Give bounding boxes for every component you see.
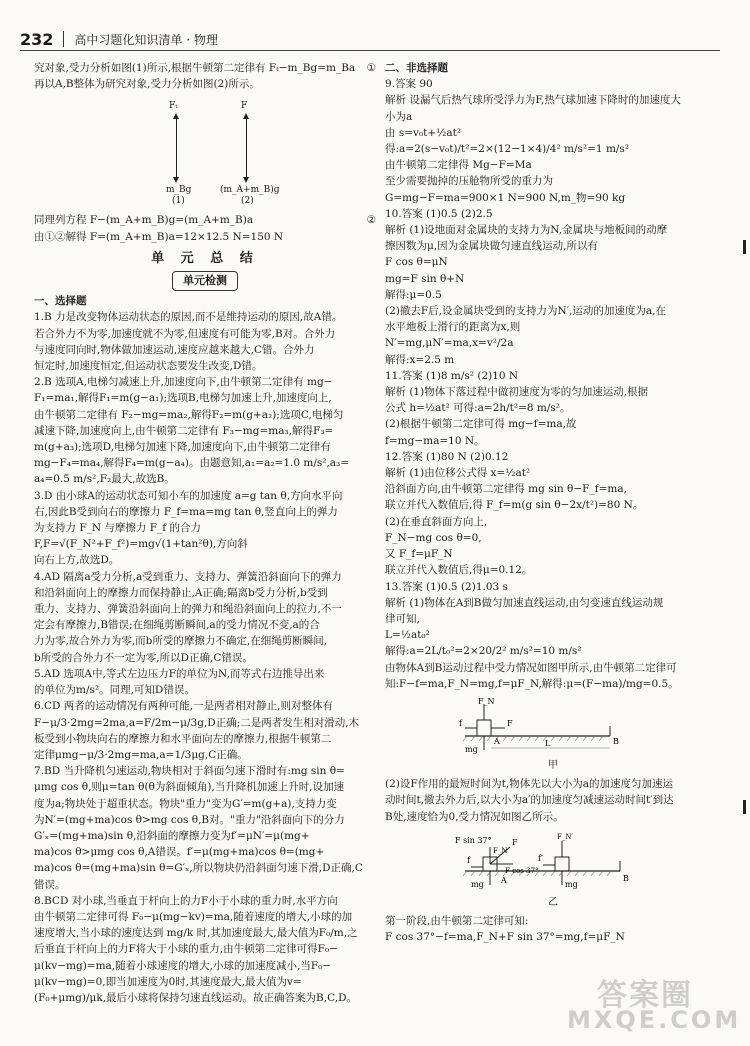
answer-q8: 8.BCD 对小球,当垂直于杆向上的力F小于小球的重力时,水平方向 由牛顿第二定律可得 F₀−μ(mg−kv)=ma,随着速度的增大,小球的加 速度增大,当小球的速度达到 mg/k 时,其加速度最大,最大值为F₀/m,之 后垂直于杆向上的力F将大于小球的重力,由牛顿第二定律可得F₀− μ(kv−mg)=ma,随着小球速度的增大,小球的加速度减小,当F₀− μ(kv−mg)=0,即当加速度为0时,其速度最大,最大值为v= (F₀+μmg)/μk,最后小球将保持匀速直线运动。故正确答案为B,C,D。 — [34, 894, 358, 1004]
part2-heading: 二、非选择题 — [385, 62, 448, 74]
answer-q4: 4.AD 隔离a受力分析,a受到重力、支持力、弹簧沿斜面向下的弹力 和沿斜面向上的摩擦力而保持静止,A正确;隔离b受力分析,b受到 重力、支持力、弹簧沿斜面向上的弹力和绳沿斜面向上的拉力,不一 定会有摩擦力,B错误;在细绳剪断瞬间,a的受力情况不变,a的合 力为零,故合外力为零,而b所受的摩擦力不确定,在细绳剪断瞬间, b所受的合外力不一定为零,所以D正确,C错误。 — [34, 570, 342, 664]
caption-yi: 乙 — [548, 896, 558, 908]
answer-q6: 6.CD 两者的运动情况有两种可能,一是两者相对静止,则对整体有 F−μ/3·2mg=2ma,a=F/2m−μ/3g,D正确;二是两者发生相对滑动,木 板受到小物块向右的摩擦力和水平面向左的摩擦力,根据牛顿第二 定律μmg−μ/3·2mg=ma,a=1/3μg,C正确。 — [34, 700, 360, 761]
fsin-label: F sin 37° — [455, 835, 492, 845]
answer-q12: 12.答案 (1)80 N (2)0.12 解析 (1)由位移公式得 x=½at² 沿斜面方向,由牛顿第二定律得 mg sin θ−F_f=ma, 联立并代入数值后,得 F_f=m(g sin θ−2x/t²)=80 N。 (2)在垂直斜面方向上, F_N−mg cos θ=0, 又 F_f=μF_N 联立并代入数值后,得μ=0.12。 — [385, 450, 644, 577]
ground-surface-yi — [463, 871, 620, 876]
weight-arrow-total — [246, 156, 247, 178]
answer-q2: 2.B 选项A,电梯匀减速上升,加速度向下,由牛顿第二定律有 mg− F₁=ma₁,解得F₁=m(g−a₁);选项B,电梯匀加速上升,加速度向上, 由牛顿第二定律有 F₂−mg=ma₂,解得F₂=m(g+a₂);选项C,电梯匀 减速下降,加速度向上,由牛顿第二定律有 F₃−mg=ma₃,解得F₃= m(g+a₃);选项D,电梯匀加速下降,加速度向下,由牛顿第二定律有 mg−F₄=ma₄,解得F₄=m(g−a₄)。由题意知,a₁=a₂=1.0 m/s²,a₃= a₄=0.5 m/s²,F₂最大,故选B。 — [34, 376, 350, 486]
block-a — [477, 720, 491, 736]
total-weight-label: (m_A+m_B)g — [220, 185, 280, 196]
unit-test-badge: 单元检测 — [172, 271, 238, 291]
answer-q7: 7.BD 当升降机匀速运动,物块相对于斜面匀速下滑时有:mg sin θ= μmg cos θ,则μ=tan θ(θ为斜面倾角),当升降机加速上升时,设加速 度为a;物块处于超重状态。物块"重力"变为G′=m(g+a),支持力变 为N′=(mg+ma)cos θ>mg cos θ,B对。"重力"沿斜面向下的分力 G′ₓ=(mg+ma)sin θ,沿斜面的摩擦力变为f′=μN′=μ(mg+ ma)cos θ>μmg cos θ,A错误。f′=μ(mg+ma)cos θ=(mg+ ma)cos θ=(mg+ma)sin θ=G′ₓ,所以物块仍沿斜面匀速下滑,D正确,C 错误。 — [34, 765, 363, 891]
point-a-label-yi: A — [501, 875, 507, 885]
mg2-label-yi: mg — [565, 879, 578, 889]
point-a-label: A — [494, 736, 500, 746]
fcos-label: F cos 37° — [505, 866, 539, 875]
page-header — [20, 28, 720, 51]
answer-q5: 5.AD 选项A中,等式左边压力F的单位为N,而等式右边推导出来 的单位为m/s²。同理,可知D错误。 — [34, 667, 325, 697]
figure-yi — [385, 829, 721, 911]
watermark-bottom: MXQE.COM — [567, 1006, 742, 1034]
equation-mark-2: ② — [366, 214, 376, 227]
ground-surface — [463, 736, 610, 741]
intro-line-2: 再以A,B整体为研究对象,受力分析如图(2)所示。 — [34, 78, 260, 91]
point-b-label-yi: B — [623, 873, 629, 883]
figure-yi-svg — [385, 829, 721, 895]
fn-label: F_N — [478, 696, 495, 706]
force-diagram-1 — [34, 96, 376, 206]
right-column — [385, 60, 721, 945]
weight-arrow-b — [176, 156, 177, 178]
fn2-label: F_N′ — [557, 832, 574, 841]
equation-mark-1: ① — [366, 62, 376, 74]
block-phase2 — [555, 857, 569, 871]
force-arrow — [246, 118, 247, 156]
answer-q1: 1.B 力是改变物体运动状态的原因,而不是维持运动的原因,故A错。 若合外力不为零,加速度就不为零,但速度有可能为零,B对。合外力 与速度同向时,物体做加速运动,速度应越来越大,C错。合外力 恒定时,加速度恒定,但运动状态要发生改变,D错。 — [34, 311, 343, 373]
figure-jia-svg — [385, 696, 721, 758]
mg-label-yi: mg — [471, 879, 484, 889]
watermark-top: 答案圈 — [597, 978, 693, 1013]
length-label: L — [545, 738, 551, 748]
page-number: 232 — [20, 29, 54, 49]
left-column — [34, 60, 376, 1006]
watermark — [567, 970, 742, 1040]
header-divider — [63, 31, 64, 47]
page-edge-mark-2 — [743, 800, 746, 814]
part1-heading: 一、选择题 — [34, 295, 87, 308]
f-label-yi: F — [512, 837, 518, 847]
answer-q13-part3: 第一阶段,由牛顿第二定律可知: F cos 37°−f=ma,F_N+F sin 37°=mg,f=μF_N — [385, 914, 625, 944]
point-b-label: B — [613, 736, 619, 746]
fn-label-yi: F_N — [493, 846, 508, 855]
f-label: F — [241, 101, 248, 112]
result-line: 由①②解得 F=(m_A+m_B)a=12×12.5 N=150 N — [34, 230, 284, 243]
friction2-label-yi: f′ — [538, 853, 543, 863]
answer-q11: 11.答案 (1)8 m/s² (2)10 N 解析 (1)物体下落过程中做初速度为零的匀加速运动,根据 公式 h=½at² 可得:a=2h/t²=8 m/s²。 (2)根据牛顿第二定律可得 mg−f=ma,故 f=mg−ma=10 N。 — [385, 369, 649, 447]
answer-q13: 13.答案 (1)0.5 (2)1.03 s 解析 (1)物体在A到B做匀加速直线运动,由匀变速直线运动规 律可知, L=½at₀² 解得:a=2L/t₀²=2×20/2² m/s²=10 m/s² 由物体A到B运动过程中受力情况如图甲所示,由牛顿第二定律可 知:F−f=ma,F_N=mg,f=μF_N,解得:μ=(F−ma)/mg=0.5。 — [385, 580, 679, 690]
answer-q10: 10.答案 (1)0.5 (2)2.5 解析 (1)设地面对金属块的支持力为N,金属块与地板间的动摩 擦因数为μ,因为金属块做匀速直线运动,所以有 F cos θ=μN mg=F sin θ+N 解得:μ=0.5 (2)撤去F后,设金属块受到的支持力为N′,运动的加速度为a,在 水平地板上滑行的距离为x,则 N′=mg,μN′=ma,x=v²/2a 解得:x=2.5 m — [385, 207, 668, 366]
f-label-jia: f — [459, 718, 462, 728]
book-title: 高中习题化知识清单 · 物理 — [74, 32, 218, 47]
caption-jia: 甲 — [548, 759, 558, 771]
caption-2: (2) — [241, 196, 254, 207]
tension-arrow — [176, 118, 177, 156]
force-label-jia: F — [507, 718, 513, 728]
answer-q3: 3.D 由小球A的运动状态可知小车的加速度 a=g tan θ,方向水平向 右,因此B受到向右的摩擦力 F_f=ma=mg tan θ,竖直向上的弹力 为支持力 F_N 与摩擦力 F_f 的合力 F,F=√(F_N²+F_f²)=mg√(1+tan²θ),方向斜 向右上方,故选D。 — [34, 489, 343, 567]
mbg-label: m_Bg — [166, 185, 192, 196]
equation-line-2: 同理列方程 F−(m_A+m_B)g=(m_A+m_B)a ② — [34, 212, 376, 228]
page-edge-mark — [743, 240, 746, 254]
friction-label-yi: f — [467, 855, 470, 865]
caption-1: (1) — [172, 196, 185, 207]
answer-q9: 9.答案 90 解析 设漏气后热气球所受浮力为F,热气球加速下降时的加速度大 小为a 由 s=v₀t+½at² 得:a=2(s−v₀t)/t²=2×(12−1×4)/4² m/s²=1 m/s² 由牛顿第二定律得 Mg−F=Ma 至少需要抛掉的压舱物所受的重力为 G=mg−F=ma=900×1 N=900 N,m_物=90 kg — [385, 78, 681, 204]
section-title: 单 元 总 结 — [151, 250, 259, 266]
answer-q13-part2: (2)设F作用的最短时间为t,物体先以大小为a的加速度匀加速运 动时间t,撤去外力后,以大小为a′的加速度匀减速运动时间t′到达 B处,速度恰为0,受力情况如图乙所示。 — [385, 778, 674, 823]
intro-line-1: 究对象,受力分析如图(1)所示,根据牛顿第二定律有 Fₜ−m_Bg=m_Ba ① — [34, 60, 376, 76]
figure-jia — [385, 696, 721, 774]
mg-label-jia: mg — [465, 744, 478, 754]
ft-label: Fₜ — [169, 101, 178, 112]
